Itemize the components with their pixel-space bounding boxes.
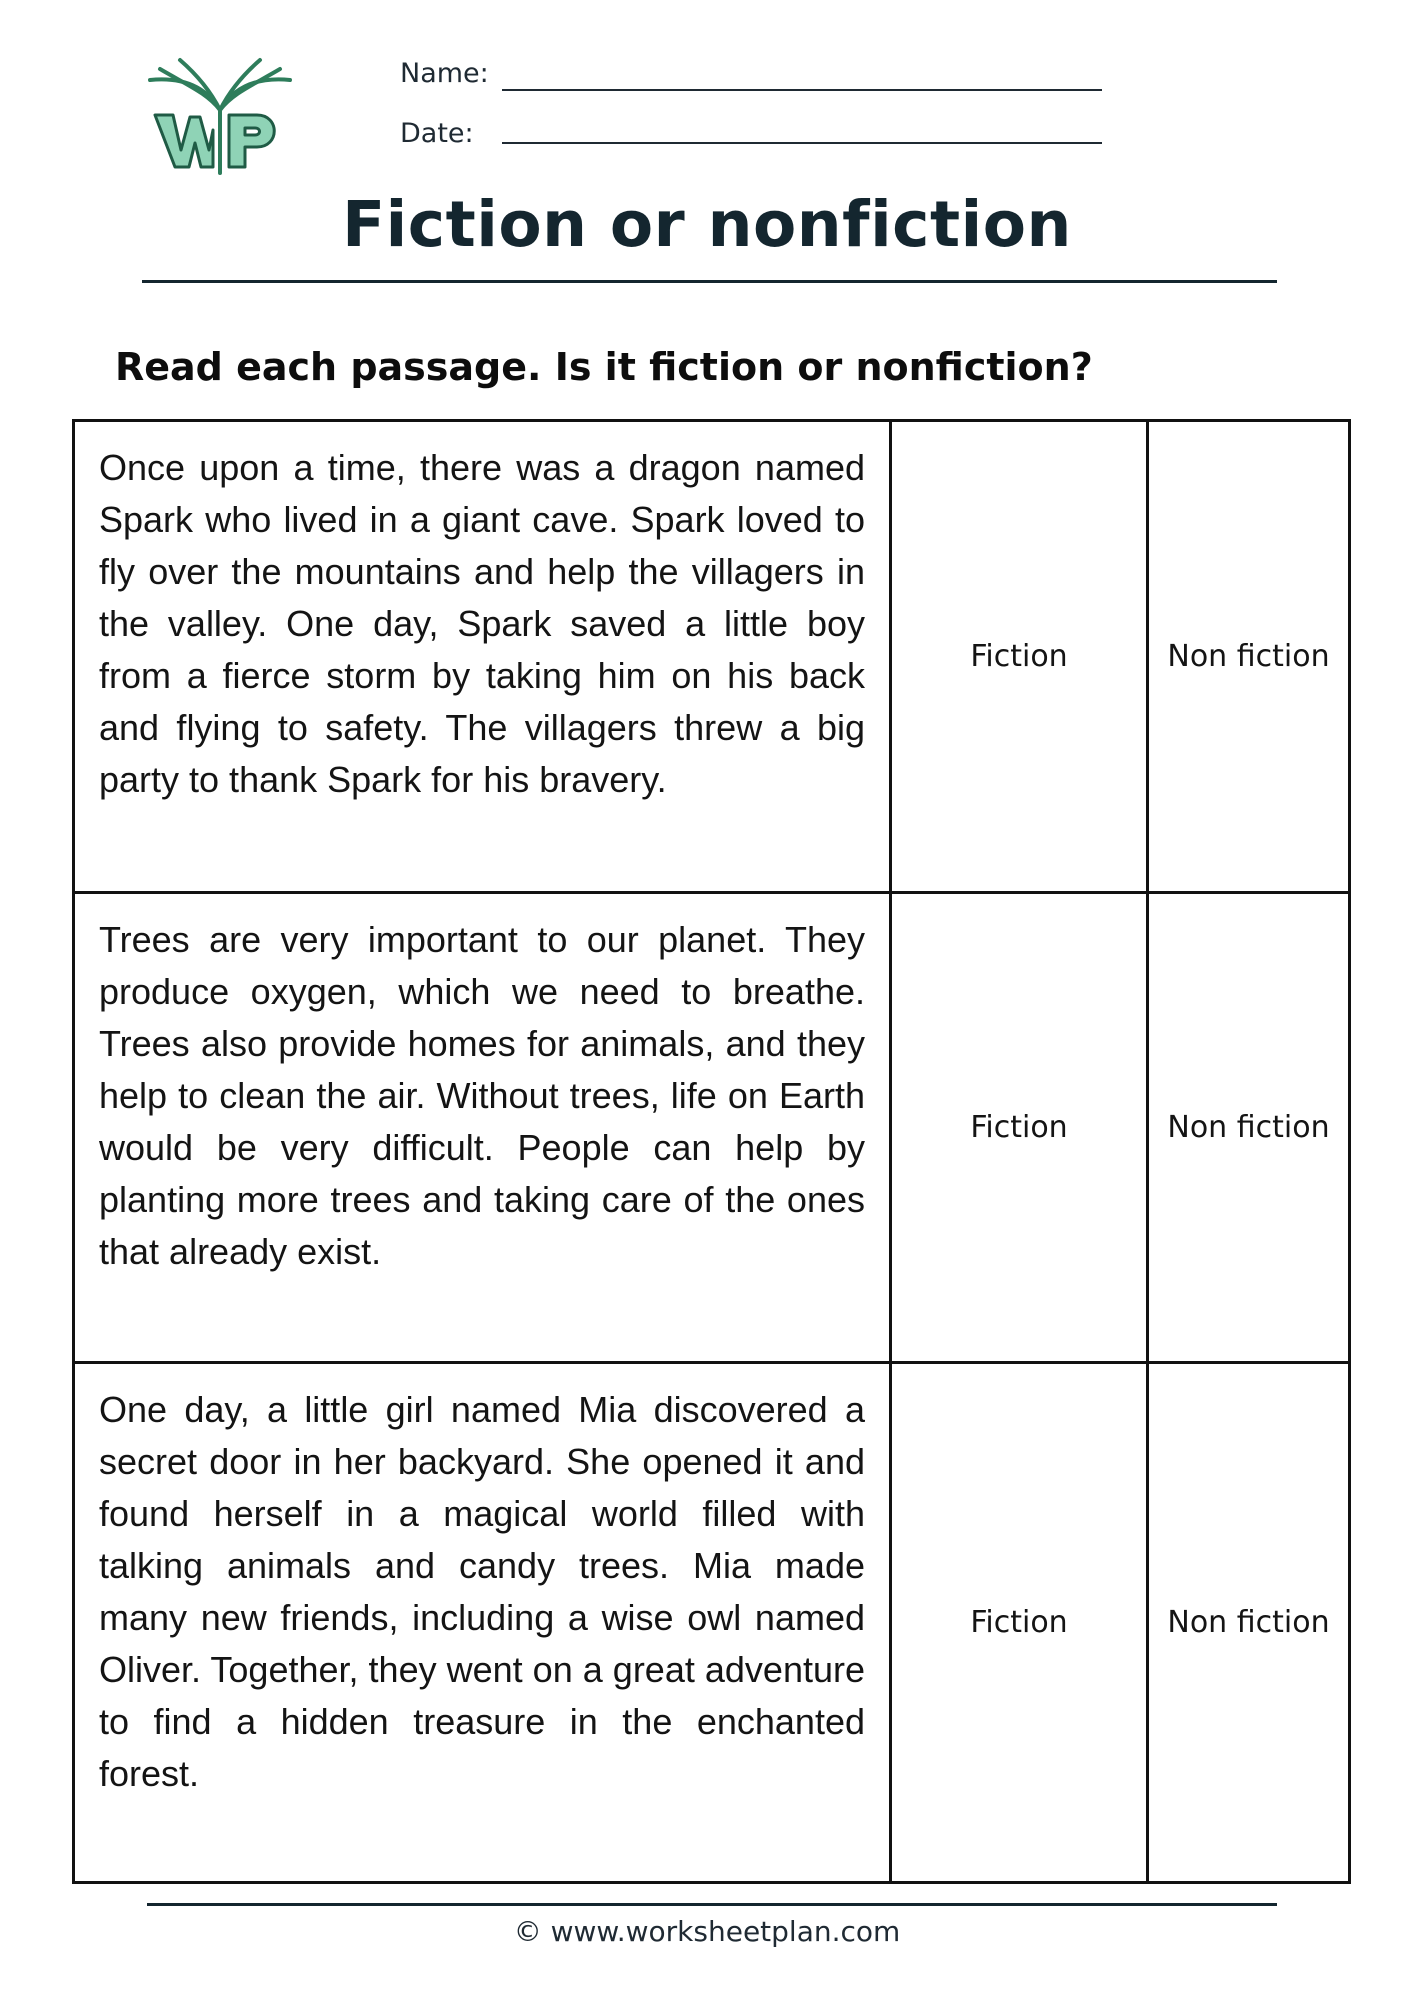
fiction-option[interactable]: Fiction	[891, 421, 1148, 893]
date-field[interactable]	[502, 142, 1102, 144]
table-row	[74, 893, 1350, 1363]
logo-text: WP	[145, 55, 147, 56]
page-title: Fiction or nonfiction	[342, 188, 1072, 261]
name-field[interactable]	[502, 89, 1102, 91]
passage-text: Once upon a time, there was a dragon named Spark who lived in a giant cave. Spark loved to fly over the mountains and help the villagers in the valley. One day, Spark saved a little boy from a fierce storm by taking him on his back and flying to safety. The villagers threw a big party to thank Spark for his bravery.	[74, 421, 891, 893]
fiction-option[interactable]: Fiction	[891, 1363, 1148, 1883]
worksheetplan-logo	[145, 55, 295, 175]
passage-text: Trees are very important to our planet. They produce oxygen, which we need to breathe. Trees also provide homes for animals, and they help to clean the air. Without trees, life on Earth would be very difficult. People can help by planting more trees and taking care of the ones that already exist.	[74, 893, 891, 1363]
nonfiction-option[interactable]: Non fiction	[1148, 421, 1350, 893]
passage-text: One day, a little girl named Mia discovered a secret door in her backyard. She opened it and found herself in a magical world filled with talking animals and candy trees. Mia made many new friends, including a wise owl named Oliver. Together, they went on a great adventure to find a hidden treasure in the enchanted forest.	[74, 1363, 891, 1883]
copyright-icon: ©	[513, 1915, 542, 1948]
footer	[0, 1915, 1414, 1948]
footer-divider	[147, 1903, 1277, 1906]
nonfiction-option[interactable]: Non fiction	[1148, 1363, 1350, 1883]
fiction-option[interactable]: Fiction	[891, 893, 1148, 1363]
passage-table	[72, 419, 1351, 1884]
nonfiction-option[interactable]: Non fiction	[1148, 893, 1350, 1363]
table-row	[74, 1363, 1350, 1883]
title-divider	[142, 280, 1277, 283]
website-link[interactable]: www.worksheetplan.com	[550, 1915, 901, 1948]
table-row	[74, 421, 1350, 893]
date-label: Date:	[400, 118, 474, 149]
instruction-text: Read each passage. Is it fiction or nonfiction?	[115, 345, 1093, 389]
name-label: Name:	[400, 58, 489, 89]
